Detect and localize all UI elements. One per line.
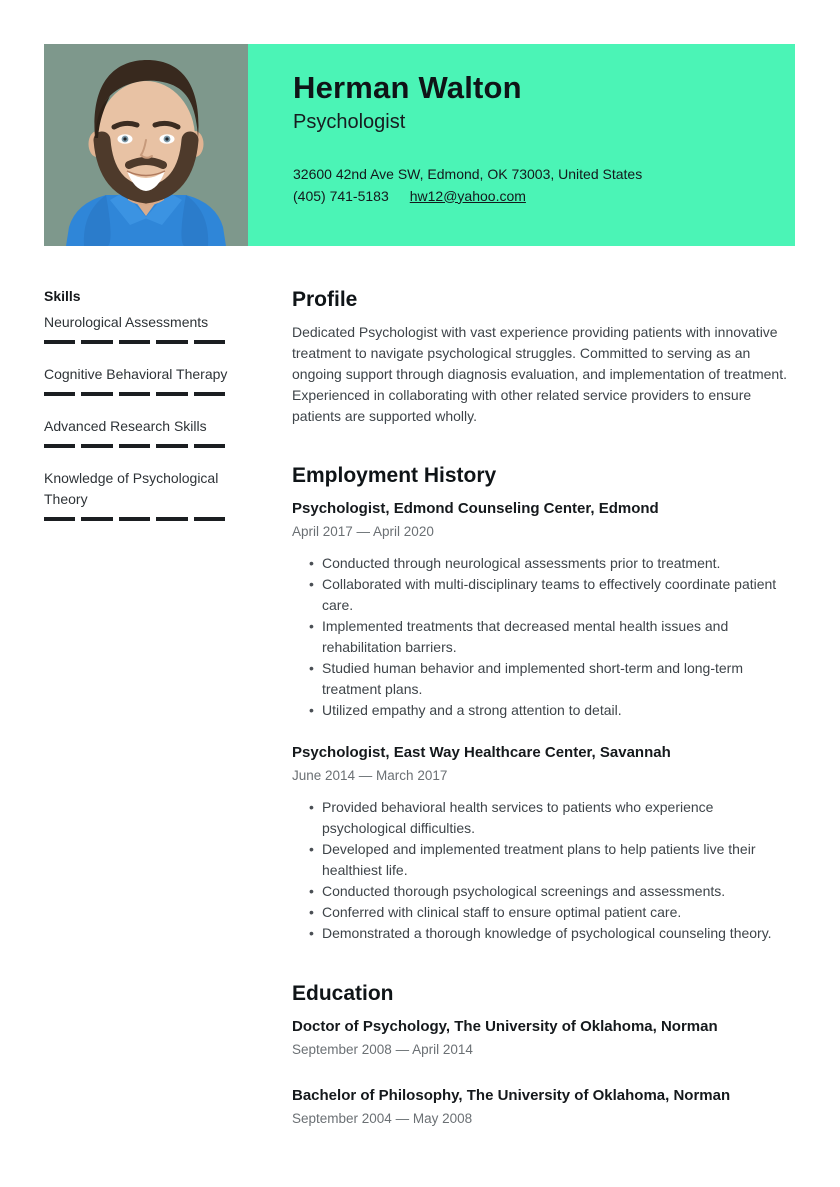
education-title: Bachelor of Philosophy, The University of Oklahoma, Norman (292, 1087, 731, 1104)
profile-text: Dedicated Psychologist with vast experience providing patients with innovative treatment to navigate psychological struggles. Committed to serving as an ongoing support through diagnosis evaluation, and implementation of treatment. Experienced in collaborating with other related service providers to ensure patients are supported wholly. (292, 324, 787, 424)
skill-label: Neurological Assessments (44, 314, 209, 330)
job-dates: April 2017 — April 2020 (292, 524, 434, 539)
skill-label: Cognitive Behavioral Therapy (44, 366, 228, 382)
bullet-item: • Conducted thorough psychological screenings and assessments. (309, 881, 795, 902)
portrait-illustration (44, 44, 248, 246)
skill-bar-segment (81, 444, 112, 448)
employment-section (292, 462, 795, 944)
education-title: Doctor of Psychology, The University of Oklahoma, Norman (292, 1018, 718, 1035)
profile-heading: Profile (292, 288, 358, 311)
employment-heading: Employment History (292, 464, 497, 487)
candidate-name: Herman Walton (293, 70, 522, 105)
skill-level-bar (44, 517, 225, 521)
education-dates: September 2004 — May 2008 (292, 1111, 473, 1126)
resume-header (44, 44, 795, 246)
skill-bar-segment (156, 340, 187, 344)
email-link[interactable]: hw12@yahoo.com (409, 187, 526, 204)
skill-bar-segment (44, 392, 75, 396)
skill-bar-segment (119, 444, 150, 448)
skill-bar-segment (44, 444, 75, 448)
skills-sidebar (44, 286, 248, 1129)
skill-bar-segment (194, 444, 225, 448)
education-section (292, 980, 795, 1129)
skill-level-bar (44, 392, 225, 396)
education-entry (292, 1016, 795, 1060)
bullet-item: • Developed and implemented treatment plans to help patients live their healthiest life. (309, 839, 795, 881)
job-title: Psychologist, Edmond Counseling Center, Edmond (292, 500, 659, 517)
job-dates: June 2014 — March 2017 (292, 768, 448, 783)
profile-photo (44, 44, 248, 246)
skills-heading: Skills (44, 288, 81, 304)
resume-body (44, 286, 795, 1129)
address-text: 32600 42nd Ave SW, Edmond, OK 73003, United States (293, 166, 643, 182)
bullet-item: • Demonstrated a thorough knowledge of psychological counseling theory. (309, 923, 795, 944)
skill-bar-segment (194, 392, 225, 396)
job-entry (292, 742, 795, 944)
candidate-title: Psychologist (293, 111, 406, 133)
bullet-item: • Conferred with clinical staff to ensure optimal patient care. (309, 902, 795, 923)
skill-item (44, 468, 248, 521)
education-entry (292, 1085, 795, 1129)
contact-row (293, 186, 642, 208)
header-info (248, 44, 662, 246)
skill-bar-segment (81, 340, 112, 344)
skill-bar-segment (44, 340, 75, 344)
skill-item (44, 364, 248, 396)
bullet-item: • Conducted through neurological assessments prior to treatment. (309, 553, 795, 574)
skill-bar-segment (81, 392, 112, 396)
skill-level-bar (44, 444, 225, 448)
skill-level-bar (44, 340, 225, 344)
skill-bar-segment (44, 517, 75, 521)
bullet-item: • Collaborated with multi-disciplinary teams to effectively coordinate patient care. (309, 574, 795, 616)
profile-section (292, 286, 795, 427)
bullet-item: • Utilized empathy and a strong attention to detail. (309, 700, 795, 721)
skill-bar-segment (194, 517, 225, 521)
education-heading: Education (292, 982, 394, 1005)
education-dates: September 2008 — April 2014 (292, 1042, 473, 1057)
skill-item (44, 312, 248, 344)
skill-item (44, 416, 248, 448)
main-content (292, 286, 795, 1129)
skill-bar-segment (119, 517, 150, 521)
skill-bar-segment (119, 392, 150, 396)
skill-bar-segment (194, 340, 225, 344)
skill-bar-segment (119, 340, 150, 344)
skill-bar-segment (81, 517, 112, 521)
job-bullet-list (292, 797, 795, 944)
skill-bar-segment (156, 444, 187, 448)
bullet-item: • Provided behavioral health services to patients who experience psychological difficulties. (309, 797, 795, 839)
job-title: Psychologist, East Way Healthcare Center, Savannah (292, 744, 671, 761)
skill-bar-segment (156, 517, 187, 521)
skill-bar-segment (156, 392, 187, 396)
phone-number: (405) 741-5183 (293, 187, 389, 204)
bullet-item: • Implemented treatments that decreased mental health issues and rehabilitation barriers. (309, 616, 795, 658)
job-bullet-list (292, 553, 795, 721)
skill-label: Advanced Research Skills (44, 418, 207, 434)
bullet-item: • Studied human behavior and implemented short-term and long-term treatment plans. (309, 658, 795, 700)
skill-label: Knowledge of Psychological Theory (44, 470, 219, 507)
contact-block (293, 164, 642, 207)
job-entry (292, 498, 795, 721)
